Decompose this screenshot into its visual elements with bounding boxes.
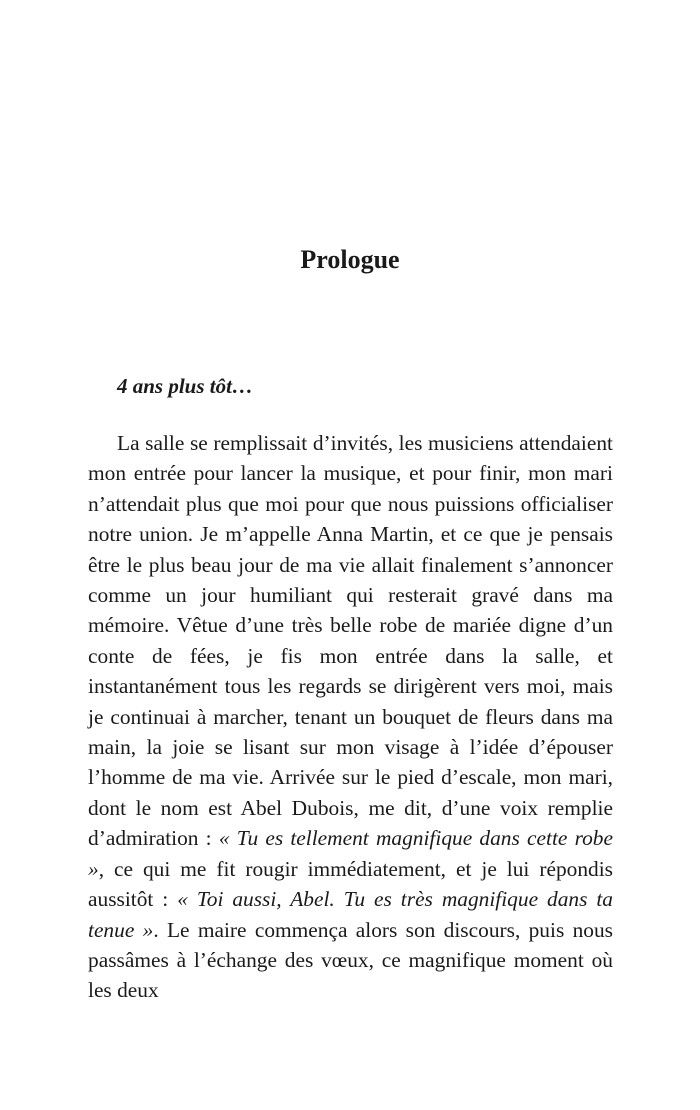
- quote-husband: « Tu es tellement magnifique dans cette robe »: [88, 826, 613, 881]
- paragraph-text-part-2: , ce qui me fit rougir immédiatement, et je lui répondis aussitôt :: [88, 856, 613, 912]
- paragraph-text-part-1: La salle se remplissait d’invités, les musiciens attendaient mon entrée pour lancer la musique, et pour finir, mon mari n’attendait plus que moi pour que nous puissions officialiser notre union. Je m’appelle Anna Martin, et ce que je pensais être le plus beau jour de ma vie allait finalement s’annoncer comme un jour humiliant qui resterait gravé dans ma mémoire. Vêtue d’une très belle robe de mariée digne d’un conte de fées, je fis mon entrée dans la salle, et instantanément tous les regards se dirigèrent vers moi, mais je continuai à marcher, tenant un bouquet de fleurs dans ma main, la joie se lisant sur mon visage à l’idée d’épouser l’homme de ma vie. Arrivée sur le pied d’escale, mon mari, dont le nom est Abel Dubois, me dit, d’une voix remplie d’admiration :: [88, 431, 613, 851]
- body-paragraph: [88, 428, 613, 1006]
- quote-anna: « Toi aussi, Abel. Tu es très magnifique dans ta tenue »: [88, 887, 613, 942]
- paragraph-text-part-3: . Le maire commença alors son discours, puis nous passâmes à l’échange des vœux, ce magnifique moment où les deux: [88, 917, 613, 1003]
- chapter-subtitle: 4 ans plus tôt…: [117, 374, 253, 398]
- chapter-title: Prologue: [300, 245, 400, 274]
